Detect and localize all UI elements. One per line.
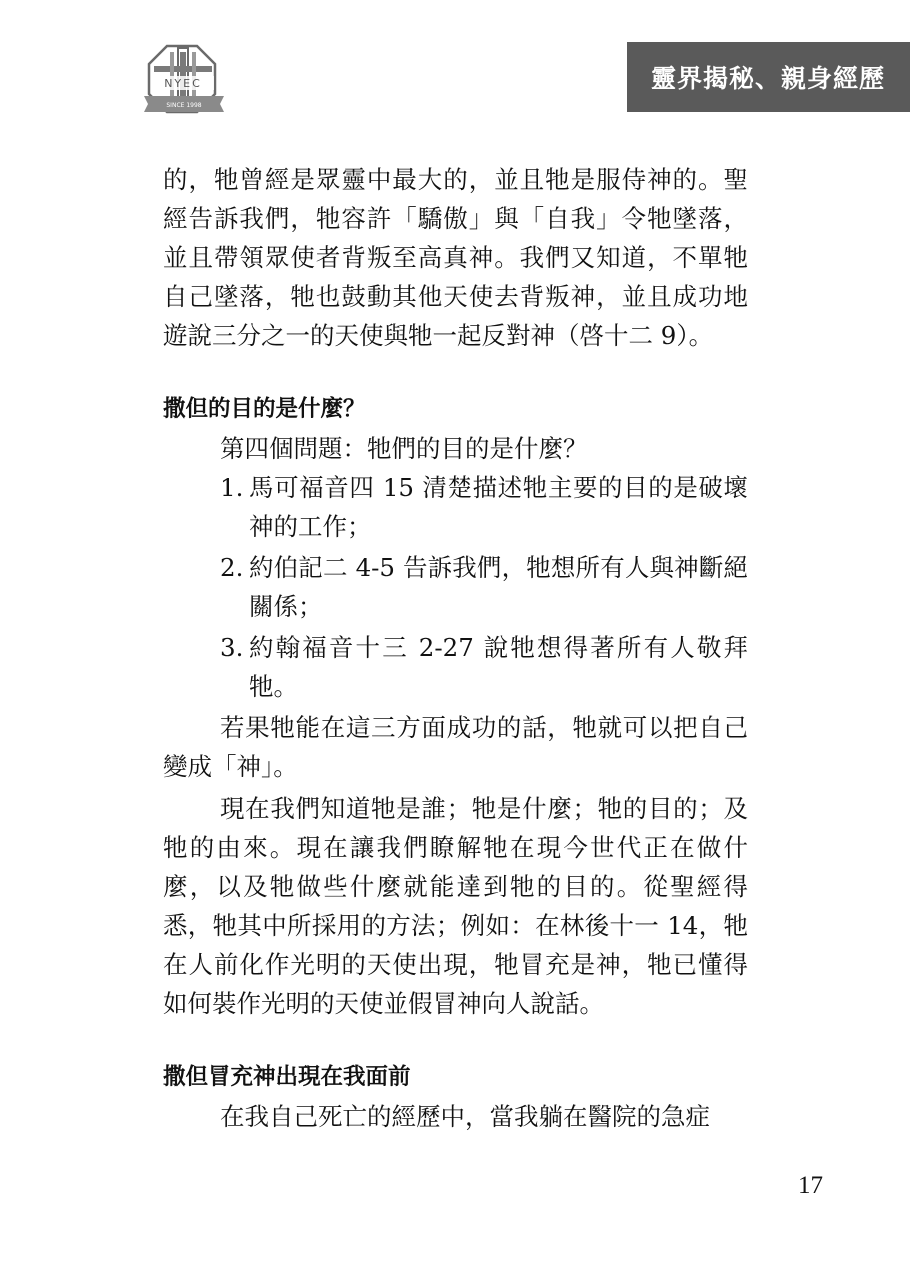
- list-item: [220, 628, 748, 706]
- list-item-text: 約翰福音十三 2-27 說牠想得著所有人敬拜牠。: [249, 633, 748, 701]
- paragraph: 的，牠曾經是眾靈中最大的，並且牠是服侍神的。聖經告訴我們，牠容許「驕傲」與「自我」令牠墜落，並且帶領眾使者背叛至高真神。我們又知道，不單牠自己墜落，牠也鼓動其他天使去背叛神，並且成功地遊說三分之一的天使與牠一起反對神（啓十二 9）。: [163, 165, 748, 350]
- page-content: [163, 160, 748, 1136]
- nyec-logo-icon: [140, 38, 230, 118]
- list-item-text: 約伯記二 4-5 告訴我們，牠想所有人與神斷絕關係；: [249, 553, 748, 621]
- list-number: 3.: [220, 633, 244, 662]
- book-title: 靈界揭秘、親身經歷: [651, 64, 886, 93]
- numbered-list: [220, 468, 748, 706]
- list-item-text: 馬可福音四 15 清楚描述牠主要的目的是破壞神的工作；: [249, 473, 748, 541]
- header-banner: [627, 42, 910, 112]
- list-number: 2.: [220, 553, 244, 582]
- list-item: [220, 548, 748, 626]
- question-intro: 第四個問題：牠們的目的是什麼？: [220, 434, 588, 463]
- list-item: [220, 468, 748, 546]
- paragraph: 現在我們知道牠是誰；牠是什麼；牠的目的；及牠的由來。現在讓我們瞭解牠在現今世代正在做什麼，以及牠做些什麼就能達到牠的目的。從聖經得悉，牠其中所採用的方法；例如：在林後十一 14，牠在人前化作光明的天使出現，牠冒充是神，牠已懂得如何裝作光明的天使並假冒神向人說話。: [163, 794, 748, 1018]
- paragraph: 在我自己死亡的經歷中，當我躺在醫院的急症: [220, 1102, 710, 1131]
- section-heading: 撒但冒充神出現在我面前: [163, 1064, 411, 1090]
- section-heading: 撒但的目的是什麼？: [163, 396, 366, 422]
- svg-text:NYEC: NYEC: [164, 77, 202, 90]
- logo: [140, 38, 230, 118]
- paragraph: 若果牠能在這三方面成功的話，牠就可以把自己變成「神」。: [163, 713, 748, 781]
- list-number: 1.: [220, 473, 244, 502]
- svg-text:SINCE 1998: SINCE 1998: [166, 102, 202, 109]
- page-number: 17: [798, 1172, 823, 1199]
